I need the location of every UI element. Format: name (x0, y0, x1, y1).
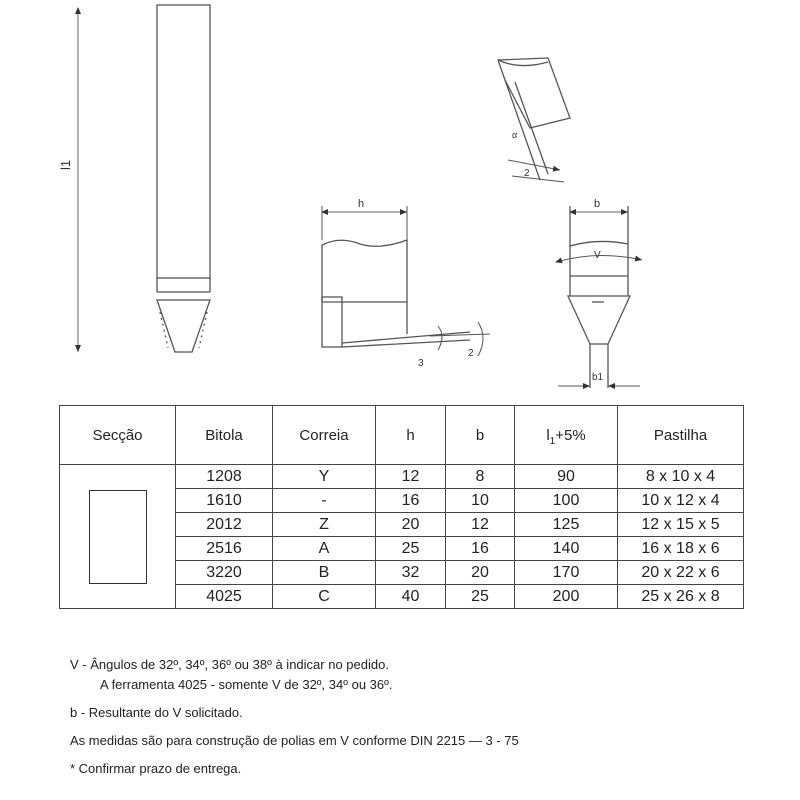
cell-b: 12 (446, 513, 515, 537)
cell-b: 8 (446, 465, 515, 489)
cell-l1: 90 (515, 465, 618, 489)
cell-l1: 140 (515, 537, 618, 561)
cell-correia: - (273, 489, 376, 513)
cell-h: 16 (376, 489, 446, 513)
cell-pastilha: 16 x 18 x 6 (618, 537, 744, 561)
notes-section (70, 655, 770, 779)
note-b-resultant: b - Resultante do V solicitado. (70, 705, 243, 720)
cell-h: 12 (376, 465, 446, 489)
cell-h: 20 (376, 513, 446, 537)
cell-correia: Y (273, 465, 376, 489)
tool-side-view (78, 5, 210, 352)
cell-bitola: 1208 (176, 465, 273, 489)
length-label: l1 (58, 159, 73, 170)
section-cell (60, 465, 176, 609)
header-seccao: Secção (60, 406, 176, 465)
header-h: h (376, 406, 446, 465)
table-row (60, 465, 744, 489)
height-label: h (358, 198, 365, 210)
cell-l1: 170 (515, 561, 618, 585)
clearance-2-label: 2 (468, 348, 474, 359)
cell-b: 20 (446, 561, 515, 585)
note-din-standard: As medidas são para construção de polias em V conforme DIN 2215 — 3 - 75 (70, 733, 519, 748)
section-rectangle-icon (89, 490, 147, 584)
header-b: b (446, 406, 515, 465)
header-l1-main: l (546, 426, 550, 444)
clearance-3-label: 3 (418, 358, 424, 369)
cell-b: 10 (446, 489, 515, 513)
cell-bitola: 3220 (176, 561, 273, 585)
cell-bitola: 2516 (176, 537, 273, 561)
angle-label: V (594, 250, 601, 261)
dimensions-table-container (59, 405, 743, 609)
cell-pastilha: 12 x 15 x 5 (618, 513, 744, 537)
header-l1-sub: 1 (549, 435, 556, 447)
cell-b: 16 (446, 537, 515, 561)
cell-b: 25 (446, 585, 515, 609)
note-confirm-delivery: * Confirmar prazo de entrega. (70, 761, 242, 776)
header-pastilha: Pastilha (618, 406, 744, 465)
cell-pastilha: 8 x 10 x 4 (618, 465, 744, 489)
cell-l1: 200 (515, 585, 618, 609)
cell-correia: B (273, 561, 376, 585)
cell-l1: 125 (515, 513, 618, 537)
cell-bitola: 2012 (176, 513, 273, 537)
tool-front-view (322, 206, 490, 356)
cell-h: 25 (376, 537, 446, 561)
header-l1 (515, 406, 618, 465)
tip-width-label: b1 (592, 372, 604, 383)
cell-l1: 100 (515, 489, 618, 513)
width-label: b (594, 198, 601, 210)
tool-tilted-detail (498, 58, 570, 182)
clearance-a-label: α (512, 130, 518, 140)
cell-correia: A (273, 537, 376, 561)
cell-bitola: 1610 (176, 489, 273, 513)
header-l1-tol: +5% (555, 426, 586, 444)
note-4025-restriction: A ferramenta 4025 - somente V de 32º, 34º ou 36º. (100, 677, 393, 692)
cell-pastilha: 10 x 12 x 4 (618, 489, 744, 513)
cell-bitola: 4025 (176, 585, 273, 609)
dimensions-table (59, 405, 744, 609)
cell-h: 32 (376, 561, 446, 585)
cell-correia: Z (273, 513, 376, 537)
note-v-angles: V - Ângulos de 32º, 34º, 36º ou 38º à indicar no pedido. (70, 657, 389, 672)
tilted-2-label: 2 (524, 168, 530, 179)
header-bitola: Bitola (176, 406, 273, 465)
cell-h: 40 (376, 585, 446, 609)
cell-correia: C (273, 585, 376, 609)
tool-cross-section (556, 206, 642, 388)
cell-pastilha: 25 x 26 x 8 (618, 585, 744, 609)
table-header-row (60, 406, 744, 465)
header-correia: Correia (273, 406, 376, 465)
cell-pastilha: 20 x 22 x 6 (618, 561, 744, 585)
